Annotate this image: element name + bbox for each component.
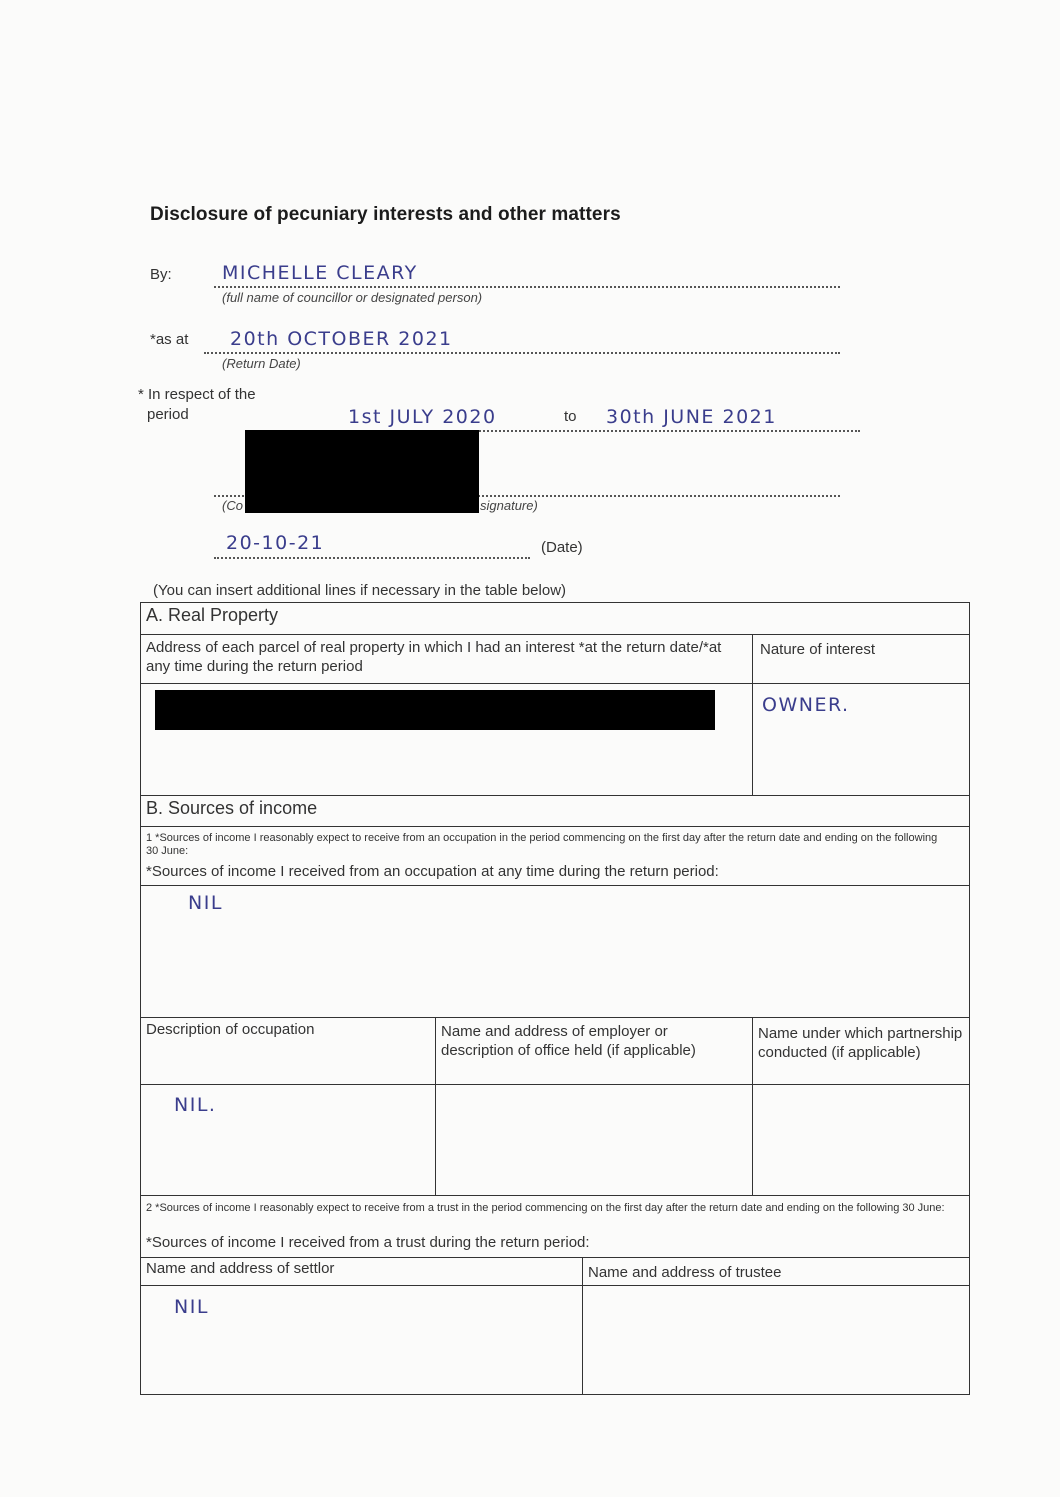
address-redaction [155,690,715,730]
period-label-2: period [147,406,189,423]
row-divider [140,1017,970,1018]
by-caption: (full name of councillor or designated person) [222,290,483,305]
column-divider [752,634,753,796]
table-top-border [140,602,970,603]
occupation-note-large: *Sources of income I received from an occupation at any time during the return period: [146,863,719,880]
row-divider [140,1257,970,1258]
as-at-label: *as at [150,331,189,348]
row-divider [140,634,970,635]
row-divider [140,885,970,886]
as-at-caption: (Return Date) [222,356,301,371]
real-property-address-header: Address of each parcel of real property in which I had an interest *at the return date/*at any time during the return period [146,639,722,675]
column-divider [582,1257,583,1394]
settlor-value: NIL [174,1296,209,1318]
nature-of-interest-value: OWNER. [762,694,850,716]
occupation-value: NIL [188,892,223,914]
as-at-dotted-line [204,352,840,354]
settlor-header: Name and address of settlor [146,1260,335,1277]
row-divider [140,795,970,796]
date-value: 20-10-21 [226,532,325,554]
section-a-heading: A. Real Property [146,605,279,625]
row-divider [140,1195,970,1196]
section-b-heading: B. Sources of income [146,798,318,818]
row-divider [140,826,970,827]
column-divider [752,1017,753,1195]
table-left-border [140,602,141,1395]
by-label: By: [150,266,172,283]
period-to: 30th JUNE 2021 [606,406,777,428]
period-label-1: * In respect of the [138,386,256,403]
employer-header: Name and address of employer or description of office held (if applicable) [441,1023,696,1059]
signature-caption-start: (Co [222,498,243,513]
as-at-value: 20th OCTOBER 2021 [230,328,453,350]
occupation-note-small: 1 *Sources of income I reasonably expect to receive from an occupation in the period commencing on the first day after the return date and ending on the following 30 June: [146,832,938,857]
row-divider [140,683,970,684]
date-dotted-line [214,557,530,559]
period-to-word: to [564,408,577,425]
date-label: (Date) [541,539,583,556]
nature-of-interest-header: Nature of interest [760,641,876,658]
row-divider [140,1084,970,1085]
insert-note: (You can insert additional lines if necessary in the table below) [153,582,567,599]
table-right-border [969,602,970,1395]
trust-note-small: 2 *Sources of income I reasonably expect to receive from a trust in the period commencing on the first day after the return date and ending on the following 30 June: [146,1202,945,1214]
signature-caption-end: signature) [480,498,538,513]
column-divider [435,1017,436,1195]
row-divider [140,1285,970,1286]
by-value: MICHELLE CLEARY [222,262,418,284]
period-from: 1st JULY 2020 [348,406,497,428]
trustee-header: Name and address of trustee [588,1264,782,1281]
description-of-occupation-header: Description of occupation [146,1021,315,1038]
description-value: NIL. [174,1094,217,1116]
page-title: Disclosure of pecuniary interests and other matters [150,204,621,225]
table-bottom-border [140,1394,970,1395]
trust-note-large: *Sources of income I received from a trust during the return period: [146,1234,590,1251]
partnership-header: Name under which partnership conducted (if applicable) [758,1025,963,1061]
by-dotted-line [214,286,840,288]
signature-redaction [245,430,479,513]
